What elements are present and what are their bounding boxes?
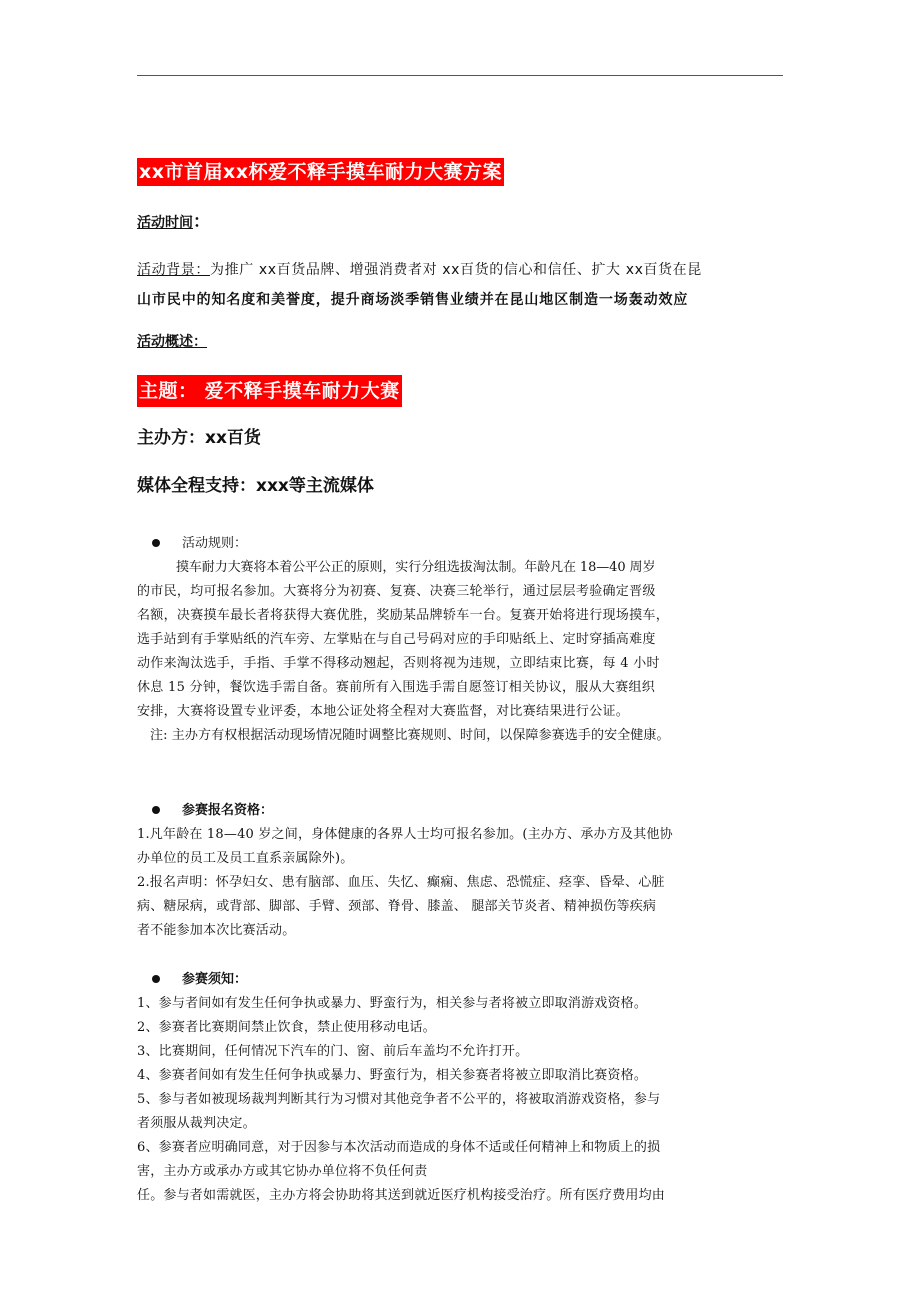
eligibility-heading: 参赛报名资格： [182,803,274,818]
rules-line: 的市民，均可报名参加。大赛将分为初赛、复赛、决赛三轮举行，通过层层考验确定晋级 [137,584,656,599]
notice-line: 1、参与者间如有发生任何争执或暴力、野蛮行为，相关参与者将被立即取消游戏资格。 [137,996,648,1011]
activity-time-colon: ： [193,212,210,232]
eligibility-line: 办单位的员工及员工直系亲属除外)。 [137,851,354,866]
notice-heading-row [152,969,247,991]
rules-body-cont [137,580,783,724]
eligibility-line: 2.报名声明：怀孕妇女、患有脑部、血压、失忆、癫痫、焦虑、恐慌症、痉挛、昏晕、心脏 [137,875,665,890]
eligibility-body [137,823,783,943]
organizer-line: 主办方：xx百货 [137,428,261,448]
rules-line: 动作来淘汰选手，手指、手掌不得移动翘起，否则将视为违规，立即结束比赛，每 4 小时 [137,656,660,671]
bullet-icon [152,539,160,547]
rules-heading-row [152,533,247,555]
background-text-1: 为推广 xx百货品牌、增强消费者对 xx百货的信心和信任、扩大 xx百货在昆 [210,262,702,278]
notice-line: 者须服从裁判决定。 [137,1116,256,1131]
notice-heading: 参赛须知： [182,972,248,987]
rules-line: 名额，决赛摸车最长者将获得大赛优胜，奖励某品牌轿车一台。复赛开始将进行现场摸车， [137,608,670,623]
rules-heading: 活动规则： [182,536,248,551]
notice-line: 3、比赛期间，任何情况下汽车的门、窗、前后车盖均不允许打开。 [137,1044,529,1059]
overview-label: 活动概述： [137,334,207,350]
bullet-icon [152,806,160,814]
background-line-2: 山市民中的知名度和美誉度，提升商场淡季销售业绩并在昆山地区制造一场轰动效应 [137,292,689,308]
rules-note [150,724,790,748]
rules-note-text: 注: 主办方有权根据活动现场情况随时调整比赛规则、时间，以保障参赛选手的安全健康。 [150,728,670,743]
eligibility-line: 者不能参加本次比赛活动。 [137,923,296,938]
eligibility-heading-row [152,800,273,822]
rules-line: 选手站到有手掌贴纸的汽车旁、左掌贴在与自己号码对应的手印贴纸上、定时穿插高难度 [137,632,656,647]
notice-line: 2、参赛者比赛期间禁止饮食，禁止使用移动电话。 [137,1020,436,1035]
notice-line: 任。参与者如需就医，主办方将会协助将其送到就近医疗机构接受治疗。所有医疗费用均由 [137,1188,666,1203]
bullet-icon [152,975,160,983]
background-line-1 [137,255,783,285]
theme-banner: 主题： 爱不释手摸车耐力大赛 [137,375,402,407]
activity-time-row [137,210,210,235]
background-label: 活动背景： [137,262,210,278]
background-paragraph [137,255,783,315]
rules-line: 摸车耐力大赛将本着公平公正的原则，实行分组选拔淘汰制。年龄凡在 18—40 周岁 [176,560,656,575]
activity-time-label: 活动时间 [137,215,193,231]
notice-line: 5、参与者如被现场裁判判断其行为习惯对其他竞争者不公平的，将被取消游戏资格，参与 [137,1092,661,1107]
media-line: 媒体全程支持：xxx等主流媒体 [137,476,374,496]
header-rule [137,75,783,76]
notice-line: 4、参赛者间如有发生任何争执或暴力、野蛮行为，相关参赛者将被立即取消比赛资格。 [137,1068,648,1083]
notice-line: 害，主办方或承办方或其它协办单位将不负任何责 [137,1164,428,1179]
eligibility-line: 病、糖尿病，或背部、脚部、手臂、颈部、脊骨、膝盖、 腿部关节炎者、精神损伤等疾病 [137,899,657,914]
eligibility-line: 1.凡年龄在 18—40 岁之间，身体健康的各界人士均可报名参加。(主办方、承办方及其他协 [137,827,673,842]
document-title: xx市首届xx杯爱不释手摸车耐力大赛方案 [137,158,504,186]
notice-body [137,992,783,1208]
rules-body [170,556,783,580]
notice-line: 6、参赛者应明确同意，对于因参与本次活动而造成的身体不适或任何精神上和物质上的损 [137,1140,661,1155]
rules-line: 休息 15 分钟，餐饮选手需自备。赛前所有入围选手需自愿签订相关协议，服从大赛组织 [137,680,656,695]
rules-line: 安排，大赛将设置专业评委，本地公证处将全程对大赛监督，对比赛结果进行公证。 [137,704,630,719]
